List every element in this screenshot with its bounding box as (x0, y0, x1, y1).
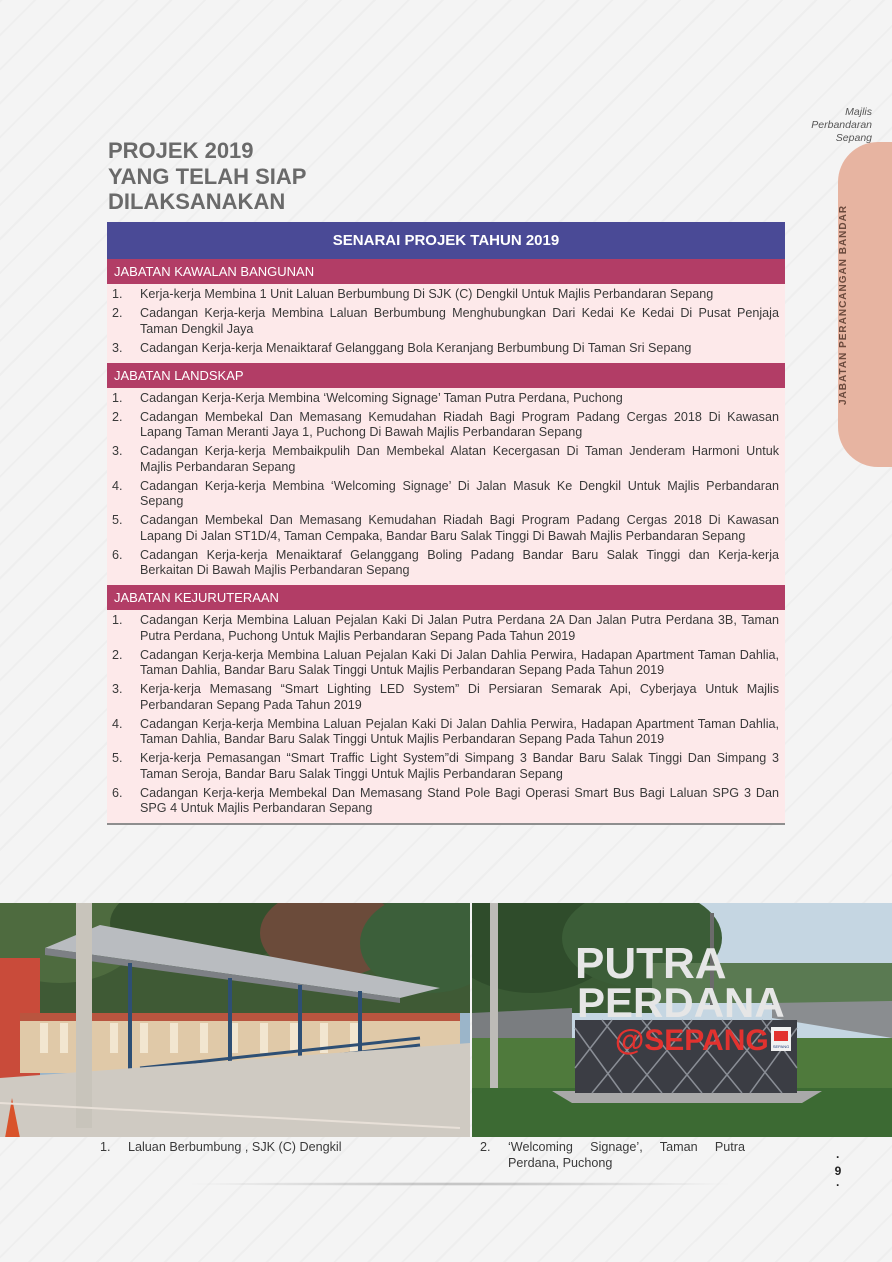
title-line: DILAKSANAKAN (108, 189, 286, 214)
section-header-landskap: JABATAN LANDSKAP (107, 363, 785, 388)
sign-line-putra: PUTRA (575, 939, 727, 988)
caption-number: 2. (480, 1140, 491, 1154)
page-number-marker (832, 1150, 844, 1192)
organization-name (782, 106, 872, 145)
section-header-kejuruteraan: JABATAN KEJURUTERAAN (107, 585, 785, 610)
item-text: Kerja-kerja Memasang “Smart Lighting LED System” Di Persiaran Semarak Api, Cyberjaya Untuk Majlis Perbandaran Sepang Pada Tahun 2019 (140, 682, 779, 712)
item-text: Cadangan Kerja Membina Laluan Pejalan Kaki Di Jalan Putra Perdana 2A Dan Jalan Putra Perdana 3B, Taman Putra Perdana, Puchong Untuk Majlis Perbandaran Sepang Pada Tahun 2019 (140, 613, 779, 643)
item-number: 5. (112, 513, 123, 527)
list-item (112, 786, 779, 817)
item-text: Kerja-kerja Pemasangan “Smart Traffic Light System”di Simpang 3 Bandar Baru Salak Tinggi Dan Simpang 3 Taman Seroja, Bandar Baru Salak Tinggi Untuk Majlis Perbandaran Sepang (140, 751, 779, 781)
title-line: PROJEK 2019 (108, 138, 254, 163)
list-item (112, 548, 779, 579)
item-text: Cadangan Kerja-kerja Menaiktaraf Gelanggang Boling Padang Bandar Baru Salak Tinggi dan Kerja-kerja Berkaitan Di Bawah Majlis Perbandaran Sepang (140, 547, 779, 577)
item-number: 6. (112, 785, 123, 800)
item-number: 3. (112, 444, 123, 458)
list-item (112, 479, 779, 510)
item-number: 3. (112, 340, 123, 355)
list-item (112, 287, 779, 303)
sign-badge-text: SEPANG (772, 1044, 790, 1049)
item-text: Kerja-kerja Membina 1 Unit Laluan Berbumbung Di SJK (C) Dengkil Untuk Majlis Perbandaran Sepang (140, 287, 714, 301)
item-text: Cadangan Kerja-Kerja Membina ‘Welcoming Signage’ Taman Putra Perdana, Puchong (140, 390, 623, 405)
list-item (112, 717, 779, 748)
item-text: Cadangan Kerja-kerja Menaiktaraf Gelanggang Bola Keranjang Berbumbung Di Taman Sri Sepang (140, 340, 692, 355)
title-line: YANG TELAH SIAP (108, 163, 307, 189)
item-number: 1. (112, 390, 123, 405)
photo-covered-walkway (0, 903, 470, 1137)
covered-walkway-illustration (0, 903, 470, 1137)
project-list (107, 610, 785, 823)
item-number: 3. (112, 682, 123, 696)
caption-photo-2 (480, 1139, 745, 1171)
welcoming-signage-illustration (472, 903, 892, 1137)
item-text: Cadangan Kerja-kerja Membaikpulih Dan Membekal Alatan Kecergasan Di Taman Jenderam Harmoni Untuk Majlis Perbandaran Sepang (140, 444, 779, 474)
section-header-kawalan-bangunan: JABATAN KAWALAN BANGUNAN (107, 259, 785, 284)
item-text: Cadangan Kerja-kerja Membekal Dan Memasang Stand Pole Bagi Operasi Smart Bus Bagi Laluan SPG 3 Dan SPG 4 Untuk Majlis Perbandaran Sepang (140, 785, 779, 815)
list-item (112, 306, 779, 337)
dot-divider: · (836, 1178, 840, 1192)
org-line: Sepang (835, 132, 872, 144)
project-list (107, 284, 785, 363)
project-list (107, 388, 785, 586)
item-number: 2. (112, 647, 123, 662)
caption-text: Laluan Berbumbung , SJK (C) Dengkil (128, 1140, 342, 1154)
org-line: Perbandaran (811, 119, 872, 131)
item-text: Cadangan Membekal Dan Memasang Kemudahan Riadah Bagi Program Padang Cergas 2018 Di Kawasan Lapang Di Jalan ST1D/4, Taman Cempaka, Bandar Baru Salak Tinggi Di Bawah Majlis Perbandaran Sepang (140, 513, 779, 543)
item-number: 4. (112, 716, 123, 731)
item-number: 4. (112, 478, 123, 493)
caption-text: ‘Welcoming Signage’, Taman Putra Perdana, Puchong (508, 1140, 745, 1170)
list-item (112, 648, 779, 679)
dot-divider: · (836, 1150, 840, 1164)
side-tab-label: JABATAN PERANCANGAN BANDAR (838, 204, 849, 405)
table-header: SENARAI PROJEK TAHUN 2019 (107, 222, 785, 259)
list-item (112, 751, 779, 782)
org-line: Majlis (845, 106, 872, 118)
item-number: 1. (112, 287, 123, 301)
item-number: 2. (112, 306, 123, 320)
sign-line-perdana: PERDANA (577, 979, 785, 1026)
footer-divider (180, 1182, 740, 1186)
section-side-tab (838, 142, 892, 467)
project-list-table (107, 222, 785, 825)
list-item (112, 682, 779, 713)
sign-line-sepang: @SEPANG (615, 1024, 769, 1057)
list-item (112, 444, 779, 475)
caption-number: 1. (100, 1140, 111, 1154)
photo-strip (0, 903, 892, 1137)
caption-photo-1 (100, 1139, 430, 1155)
photo-welcoming-signage (472, 903, 892, 1137)
item-number: 5. (112, 751, 123, 765)
item-text: Cadangan Kerja-kerja Membina ‘Welcoming Signage’ Di Jalan Masuk Ke Dengkil Untuk Majlis Perbandaran Sepang (140, 478, 779, 508)
item-number: 2. (112, 409, 123, 424)
item-text: Cadangan Membekal Dan Memasang Kemudahan Riadah Bagi Program Padang Cergas 2018 Di Kawasan Lapang Taman Meranti Jaya 1, Puchong Di Bawah Majlis Perbandaran Sepang (140, 409, 779, 439)
item-text: Cadangan Kerja-kerja Membina Laluan Pejalan Kaki Di Jalan Dahlia Perwira, Hadapan Apartment Taman Dahlia, Taman Dahlia, Bandar Baru Salak Tinggi Untuk Majlis Perbandaran Sepang Pada Tahun 2019 (140, 647, 779, 677)
list-item (112, 341, 779, 357)
item-text: Cadangan Kerja-kerja Membina Laluan Berbumbung Menghubungkan Dari Kedai Ke Kedai Di Pusat Penjaja Taman Dengkil Jaya (140, 306, 779, 336)
list-item (112, 391, 779, 407)
item-number: 6. (112, 547, 123, 562)
list-item (112, 613, 779, 644)
item-text: Cadangan Kerja-kerja Membina Laluan Pejalan Kaki Di Jalan Dahlia Perwira, Hadapan Apartment Taman Dahlia, Taman Dahlia, Bandar Baru Salak Tinggi Untuk Majlis Perbandaran Sepang Pada Tahun 2019 (140, 716, 779, 746)
page-title (108, 138, 508, 215)
list-item (112, 513, 779, 544)
list-item (112, 410, 779, 441)
page-number: 9 (834, 1164, 842, 1178)
item-number: 1. (112, 613, 123, 627)
